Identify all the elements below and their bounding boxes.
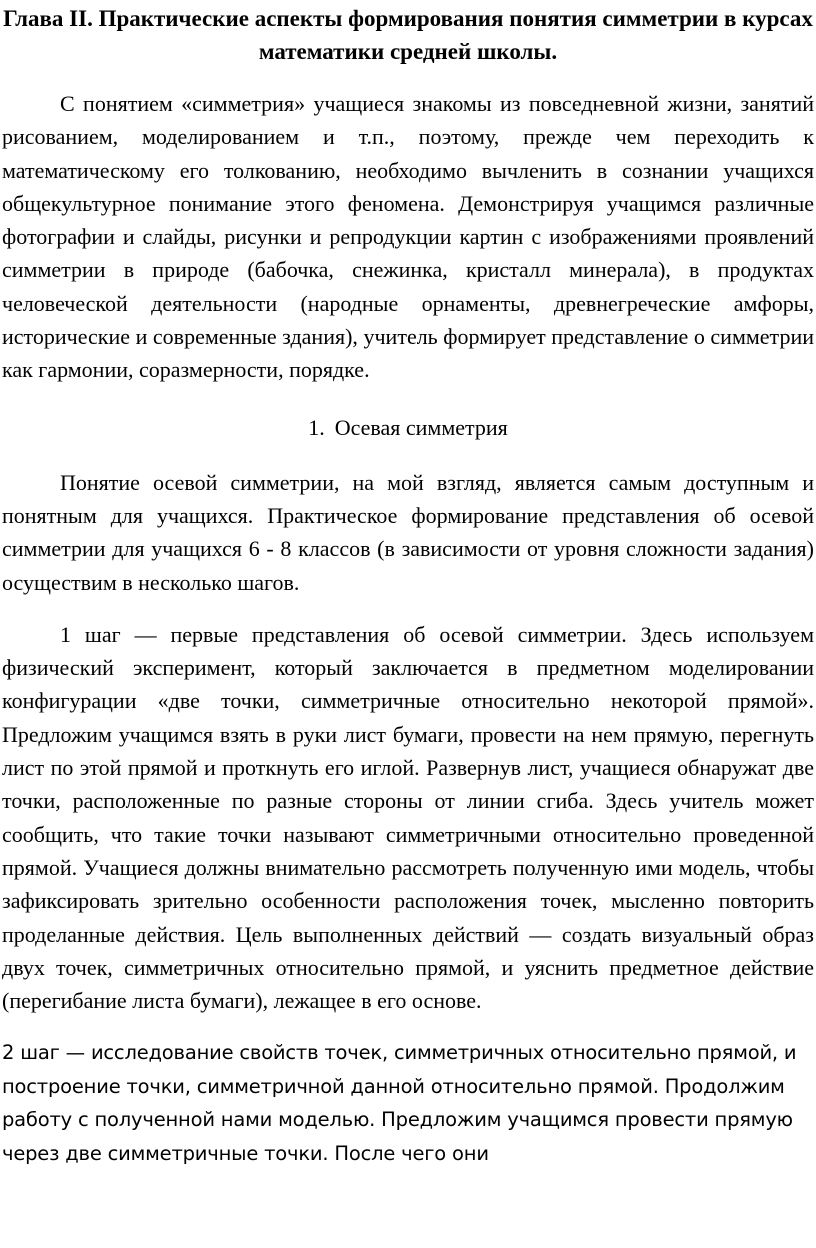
step-2-paragraph: 2 шаг — исследование свойств точек, симметричных относительно прямой, и построение точки, симметричной данной относительно прямой. Продолжим работу с полученной нами моделью. Предложим учащимся провести прямую через две симметричные точки. После чего они [2, 1041, 797, 1165]
step-1-paragraph: 1 шаг — первые представления об осевой симметрии. Здесь используем физический эксперимент, который заключается в предметном моделировании конфигурации «две точки, симметричные относительно некоторой прямой». Предложим учащимся взять в руки лист бумаги, провести на нем прямую, перегнуть лист по этой прямой и проткнуть его иглой. Развернув лист, учащиеся обнаружат две точки, расположенные по разные стороны от линии сгиба. Здесь учитель может сообщить, что такие точки называют симметричными относительно проведенной прямой. Учащиеся должны внимательно рассмотреть полученную ими модель, чтобы зафиксировать зрительно особенности расположения точек, мысленно повторить проделанные действия. Цель выполненных действий — создать визуальный образ двух точек, симметричных относительно прямой, и уяснить предметное действие (перегибание листа бумаги), лежащее в его основе. [2, 621, 814, 1014]
chapter-heading: Глава II. Практические аспекты формирования понятия симметрии в курсах математики средней школы. [3, 6, 813, 64]
section-number: 1. [308, 414, 325, 440]
section-title: Осевая симметрия [334, 414, 508, 440]
section-heading [2, 411, 814, 444]
axial-symmetry-paragraph: Понятие осевой симметрии, на мой взгляд, является самым доступным и понятным для учащихся. Практическое формирование представления об осевой симметрии для учащихся 6 - 8 классов (в зависимости от уровня сложности задания) осуществим в несколько шагов. [2, 469, 814, 595]
intro-paragraph: С понятием «симметрия» учащиеся знакомы из повседневной жизни, занятий рисованием, моделированием и т.п., поэтому, прежде чем переходить к математическому его толкованию, необходимо вычленить в сознании учащихся общекультурное понимание этого феномена. Демонстрируя учащимся различные фотографии и слайды, рисунки и репродукции картин с изображениями проявлений симметрии в природе (бабочка, снежинка, кристалл минерала), в продуктах человеческой деятельности (народные орнаменты, древнегреческие амфоры, исторические и современные здания), учитель формирует представление о симметрии как гармонии, соразмерности, порядке. [2, 91, 814, 383]
